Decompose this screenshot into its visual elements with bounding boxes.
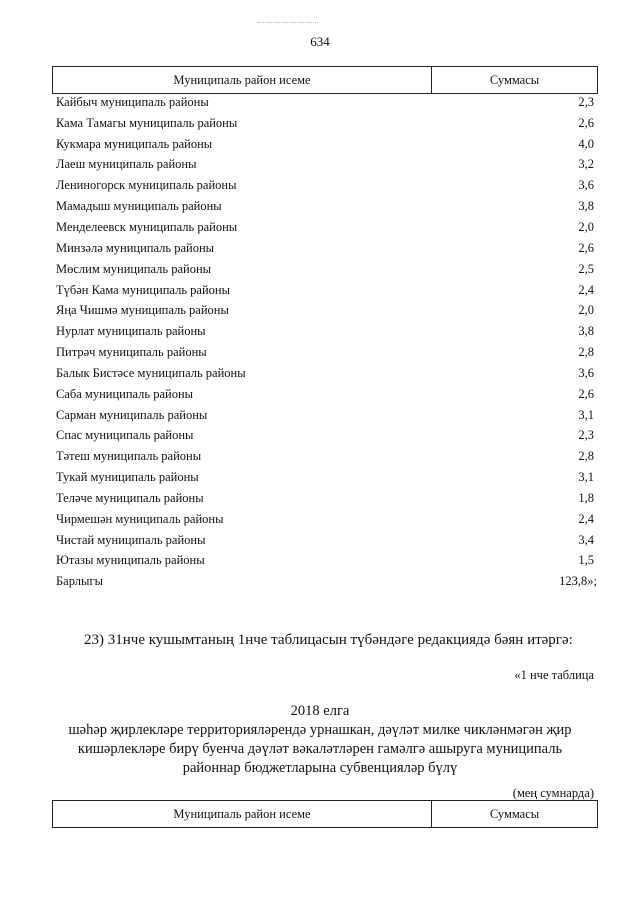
- district-sum: 2,3: [578, 94, 594, 109]
- district-sum: 2,0: [578, 219, 594, 234]
- district-sum: 1,8: [578, 490, 594, 505]
- district-sum: 3,4: [578, 532, 594, 547]
- table-row: [56, 300, 594, 321]
- title-year: 2018 елга: [290, 703, 350, 719]
- district-sum: 3,8: [578, 199, 594, 214]
- district-sum: 2,8: [578, 345, 594, 360]
- district-name: Лениногорск муниципаль районы: [56, 178, 237, 193]
- district-sum: 2,8: [578, 449, 594, 464]
- district-sum: 3,1: [578, 407, 594, 422]
- table1-header-sum: Суммасы: [489, 72, 540, 87]
- total-label: Барлыгы: [56, 574, 103, 589]
- district-sum: 3,2: [578, 157, 594, 172]
- table-reference: «1 нче таблица: [514, 668, 594, 682]
- total-value: 123,8»;: [559, 574, 597, 589]
- district-sum: 2,6: [578, 115, 594, 130]
- table-row: [56, 384, 594, 405]
- district-name: Саба муниципаль районы: [56, 386, 194, 401]
- district-name: Спас муниципаль районы: [56, 428, 194, 443]
- district-sum: 2,5: [578, 261, 594, 276]
- district-name: Лаеш муниципаль районы: [56, 157, 197, 172]
- scan-artifact: [258, 22, 318, 27]
- table-row: [56, 175, 594, 196]
- table-row: [56, 238, 594, 259]
- district-name: Яңа Чишмә муниципаль районы: [56, 303, 229, 318]
- district-name: Чистай муниципаль районы: [56, 532, 206, 547]
- table2-header-name: Муниципаль район исеме: [53, 801, 432, 827]
- table-row: [56, 509, 594, 530]
- table-row: [56, 321, 594, 342]
- table1-header: [52, 66, 598, 94]
- page-number: 634: [310, 34, 330, 49]
- table-row: [56, 259, 594, 280]
- district-name: Тукай муниципаль районы: [56, 470, 199, 485]
- district-sum: 1,5: [578, 553, 594, 568]
- district-name: Минзәлә муниципаль районы: [56, 240, 215, 255]
- table2-header-sum: Суммасы: [489, 806, 540, 821]
- district-sum: 2,6: [578, 240, 594, 255]
- table-row: [56, 342, 594, 363]
- total-row: [56, 571, 597, 592]
- district-name: Кайбыч муниципаль районы: [56, 94, 209, 109]
- district-sum: 2,4: [578, 511, 594, 526]
- table-row: [56, 488, 594, 509]
- district-name: Тәтеш муниципаль районы: [56, 449, 202, 464]
- table-row: [56, 196, 594, 217]
- district-name: Кукмара муниципаль районы: [56, 136, 213, 151]
- table-row: [56, 405, 594, 426]
- district-name: Менделеевск муниципаль районы: [56, 219, 238, 234]
- table1-body: [56, 92, 597, 592]
- district-name: Сарман муниципаль районы: [56, 407, 208, 422]
- amendment-text: 23) 31нче кушымтаның 1нче таблицасын түбәндәге редакциядә бәян итәргә:: [84, 632, 573, 648]
- district-sum: 2,3: [578, 428, 594, 443]
- table-row: [56, 551, 594, 572]
- district-name: Мамадыш муниципаль районы: [56, 199, 222, 214]
- table-row: [56, 155, 594, 176]
- district-name: Кама Тамагы муниципаль районы: [56, 115, 238, 130]
- district-name: Нурлат муниципаль районы: [56, 324, 206, 339]
- district-name: Теләче муниципаль районы: [56, 490, 204, 505]
- district-name: Чирмешән муниципаль районы: [56, 511, 224, 526]
- title-line-1: шәһәр җирлекләре территорияләрендә урнашкан, дәүләт милке чикләнмәгән җир: [68, 722, 572, 738]
- table-row: [56, 363, 594, 384]
- table-row: [56, 467, 594, 488]
- units-note: (мең сумнарда): [512, 786, 594, 800]
- table-row: [56, 530, 594, 551]
- table-row: [56, 446, 594, 467]
- district-sum: 2,0: [578, 303, 594, 318]
- district-name: Мөслим муниципаль районы: [56, 261, 212, 276]
- district-name: Ютазы муниципаль районы: [56, 553, 205, 568]
- district-name: Балык Бистәсе муниципаль районы: [56, 365, 246, 380]
- title-line-3: районнар бюджетларына субвенцияләр бүлү: [182, 760, 458, 776]
- table-row: [56, 280, 594, 301]
- district-name: Питрәч муниципаль районы: [56, 345, 207, 360]
- district-sum: 4,0: [578, 136, 594, 151]
- district-sum: 3,6: [578, 178, 594, 193]
- district-name: Түбән Кама муниципаль районы: [56, 282, 230, 297]
- table-row: [56, 113, 594, 134]
- table-row: [56, 426, 594, 447]
- table-row: [56, 134, 594, 155]
- table-row: [56, 92, 594, 113]
- district-sum: 2,4: [578, 282, 594, 297]
- district-sum: 2,6: [578, 386, 594, 401]
- title-line-2: кишәрлекләре бирү буенча дәүләт вәкаләтләрен гамәлгә ашыруга муниципаль: [77, 741, 563, 757]
- table-row: [56, 217, 594, 238]
- district-sum: 3,1: [578, 470, 594, 485]
- table2-title: [0, 702, 640, 778]
- district-sum: 3,8: [578, 324, 594, 339]
- table2-header: [52, 800, 598, 828]
- district-sum: 3,6: [578, 365, 594, 380]
- table1-header-name: Муниципаль район исеме: [53, 67, 432, 93]
